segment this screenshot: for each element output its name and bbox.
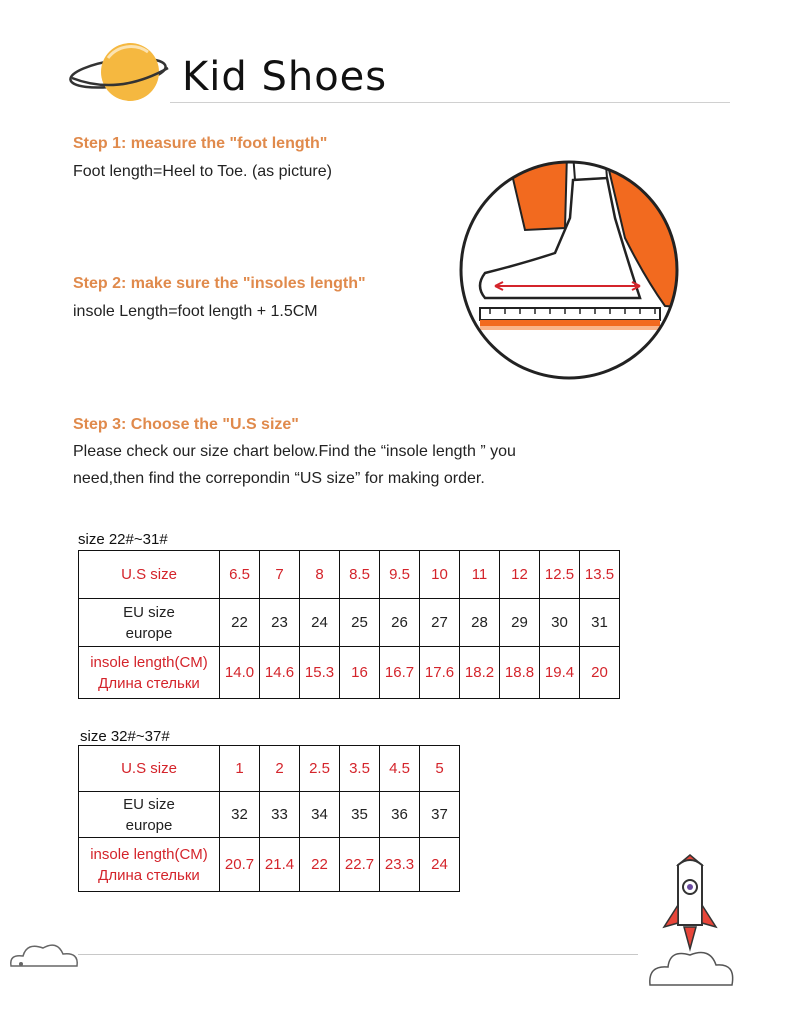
table-cell: 20.7: [220, 838, 260, 892]
table-cell: 27: [420, 599, 460, 647]
row-header-line2: Длина стельки: [98, 866, 200, 884]
row-header-line1: insole length(CM): [90, 653, 208, 671]
rocket-icon: [640, 845, 740, 995]
table-cell: 9.5: [380, 551, 420, 599]
table-cell: 22: [300, 838, 340, 892]
row-header-line2: Длина стельки: [98, 674, 200, 692]
row-header: U.S size: [79, 746, 220, 792]
step2-text: insole Length=foot length + 1.5CM: [73, 303, 318, 320]
row-header: [79, 838, 220, 892]
table-cell: 26: [380, 599, 420, 647]
header-divider: [170, 102, 730, 103]
table-cell: 35: [340, 792, 380, 838]
table-cell: 19.4: [540, 647, 580, 699]
table-cell: 24: [300, 599, 340, 647]
table-row: [79, 647, 620, 699]
table-row: [79, 792, 460, 838]
table-cell: 32: [220, 792, 260, 838]
size-table-32-37: [78, 745, 460, 892]
step1-text: Foot length=Heel to Toe. (as picture): [73, 163, 332, 180]
table-cell: 6.5: [220, 551, 260, 599]
row-header-line1: EU size: [123, 603, 175, 621]
row-header-line2: europe: [125, 816, 173, 834]
page-title: Kid Shoes: [182, 54, 388, 100]
table-cell: 25: [340, 599, 380, 647]
table-row: [79, 746, 460, 792]
size-table-22-31: [78, 550, 620, 699]
table-cell: 16.7: [380, 647, 420, 699]
table-cell: 17.6: [420, 647, 460, 699]
table-cell: 5: [420, 746, 460, 792]
table-cell: 33: [260, 792, 300, 838]
table-cell: 36: [380, 792, 420, 838]
planet-icon: [68, 38, 188, 108]
table-cell: 8.5: [340, 551, 380, 599]
table-cell: 13.5: [580, 551, 620, 599]
table-row: [79, 551, 620, 599]
table1-label: size 22#~31#: [78, 531, 168, 548]
table-cell: 24: [420, 838, 460, 892]
table-cell: 34: [300, 792, 340, 838]
table-cell: 12.5: [540, 551, 580, 599]
table-cell: 12: [500, 551, 540, 599]
table-cell: 28: [460, 599, 500, 647]
row-header: [79, 599, 220, 647]
table-cell: 37: [420, 792, 460, 838]
table-row: [79, 599, 620, 647]
row-header: [79, 792, 220, 838]
row-header-line1: EU size: [123, 795, 175, 813]
table-cell: 22: [220, 599, 260, 647]
table-cell: 10: [420, 551, 460, 599]
table-cell: 16: [340, 647, 380, 699]
table-cell: 3.5: [340, 746, 380, 792]
footer-divider: [78, 954, 638, 955]
step3-text-line1: Please check our size chart below.Find the “insole length ” you: [73, 443, 516, 460]
table-cell: 2.5: [300, 746, 340, 792]
table-cell: 4.5: [380, 746, 420, 792]
table-row: [79, 838, 460, 892]
table-cell: 8: [300, 551, 340, 599]
table-cell: 7: [260, 551, 300, 599]
table-cell: 29: [500, 599, 540, 647]
table-cell: 18.8: [500, 647, 540, 699]
table-cell: 23: [260, 599, 300, 647]
row-header-line1: insole length(CM): [90, 845, 208, 863]
table-cell: 2: [260, 746, 300, 792]
row-header: U.S size: [79, 551, 220, 599]
table-cell: 15.3: [300, 647, 340, 699]
row-header: [79, 647, 220, 699]
foot-measure-icon: [455, 158, 683, 382]
table-cell: 23.3: [380, 838, 420, 892]
cloud-icon: [5, 934, 85, 974]
table-cell: 1: [220, 746, 260, 792]
table-cell: 14.0: [220, 647, 260, 699]
table-cell: 11: [460, 551, 500, 599]
table-cell: 18.2: [460, 647, 500, 699]
table-cell: 20: [580, 647, 620, 699]
table-cell: 22.7: [340, 838, 380, 892]
table-cell: 14.6: [260, 647, 300, 699]
table-cell: 21.4: [260, 838, 300, 892]
table-cell: 30: [540, 599, 580, 647]
step3-text-line2: need,then find the correpondin “US size” for making order.: [73, 470, 485, 487]
step1-heading: Step 1: measure the "foot length": [73, 135, 328, 152]
table-cell: 31: [580, 599, 620, 647]
table2-label: size 32#~37#: [80, 728, 170, 745]
step3-heading: Step 3: Choose the "U.S size": [73, 416, 299, 433]
step2-heading: Step 2: make sure the "insoles length": [73, 275, 366, 292]
row-header-line2: europe: [125, 624, 173, 642]
